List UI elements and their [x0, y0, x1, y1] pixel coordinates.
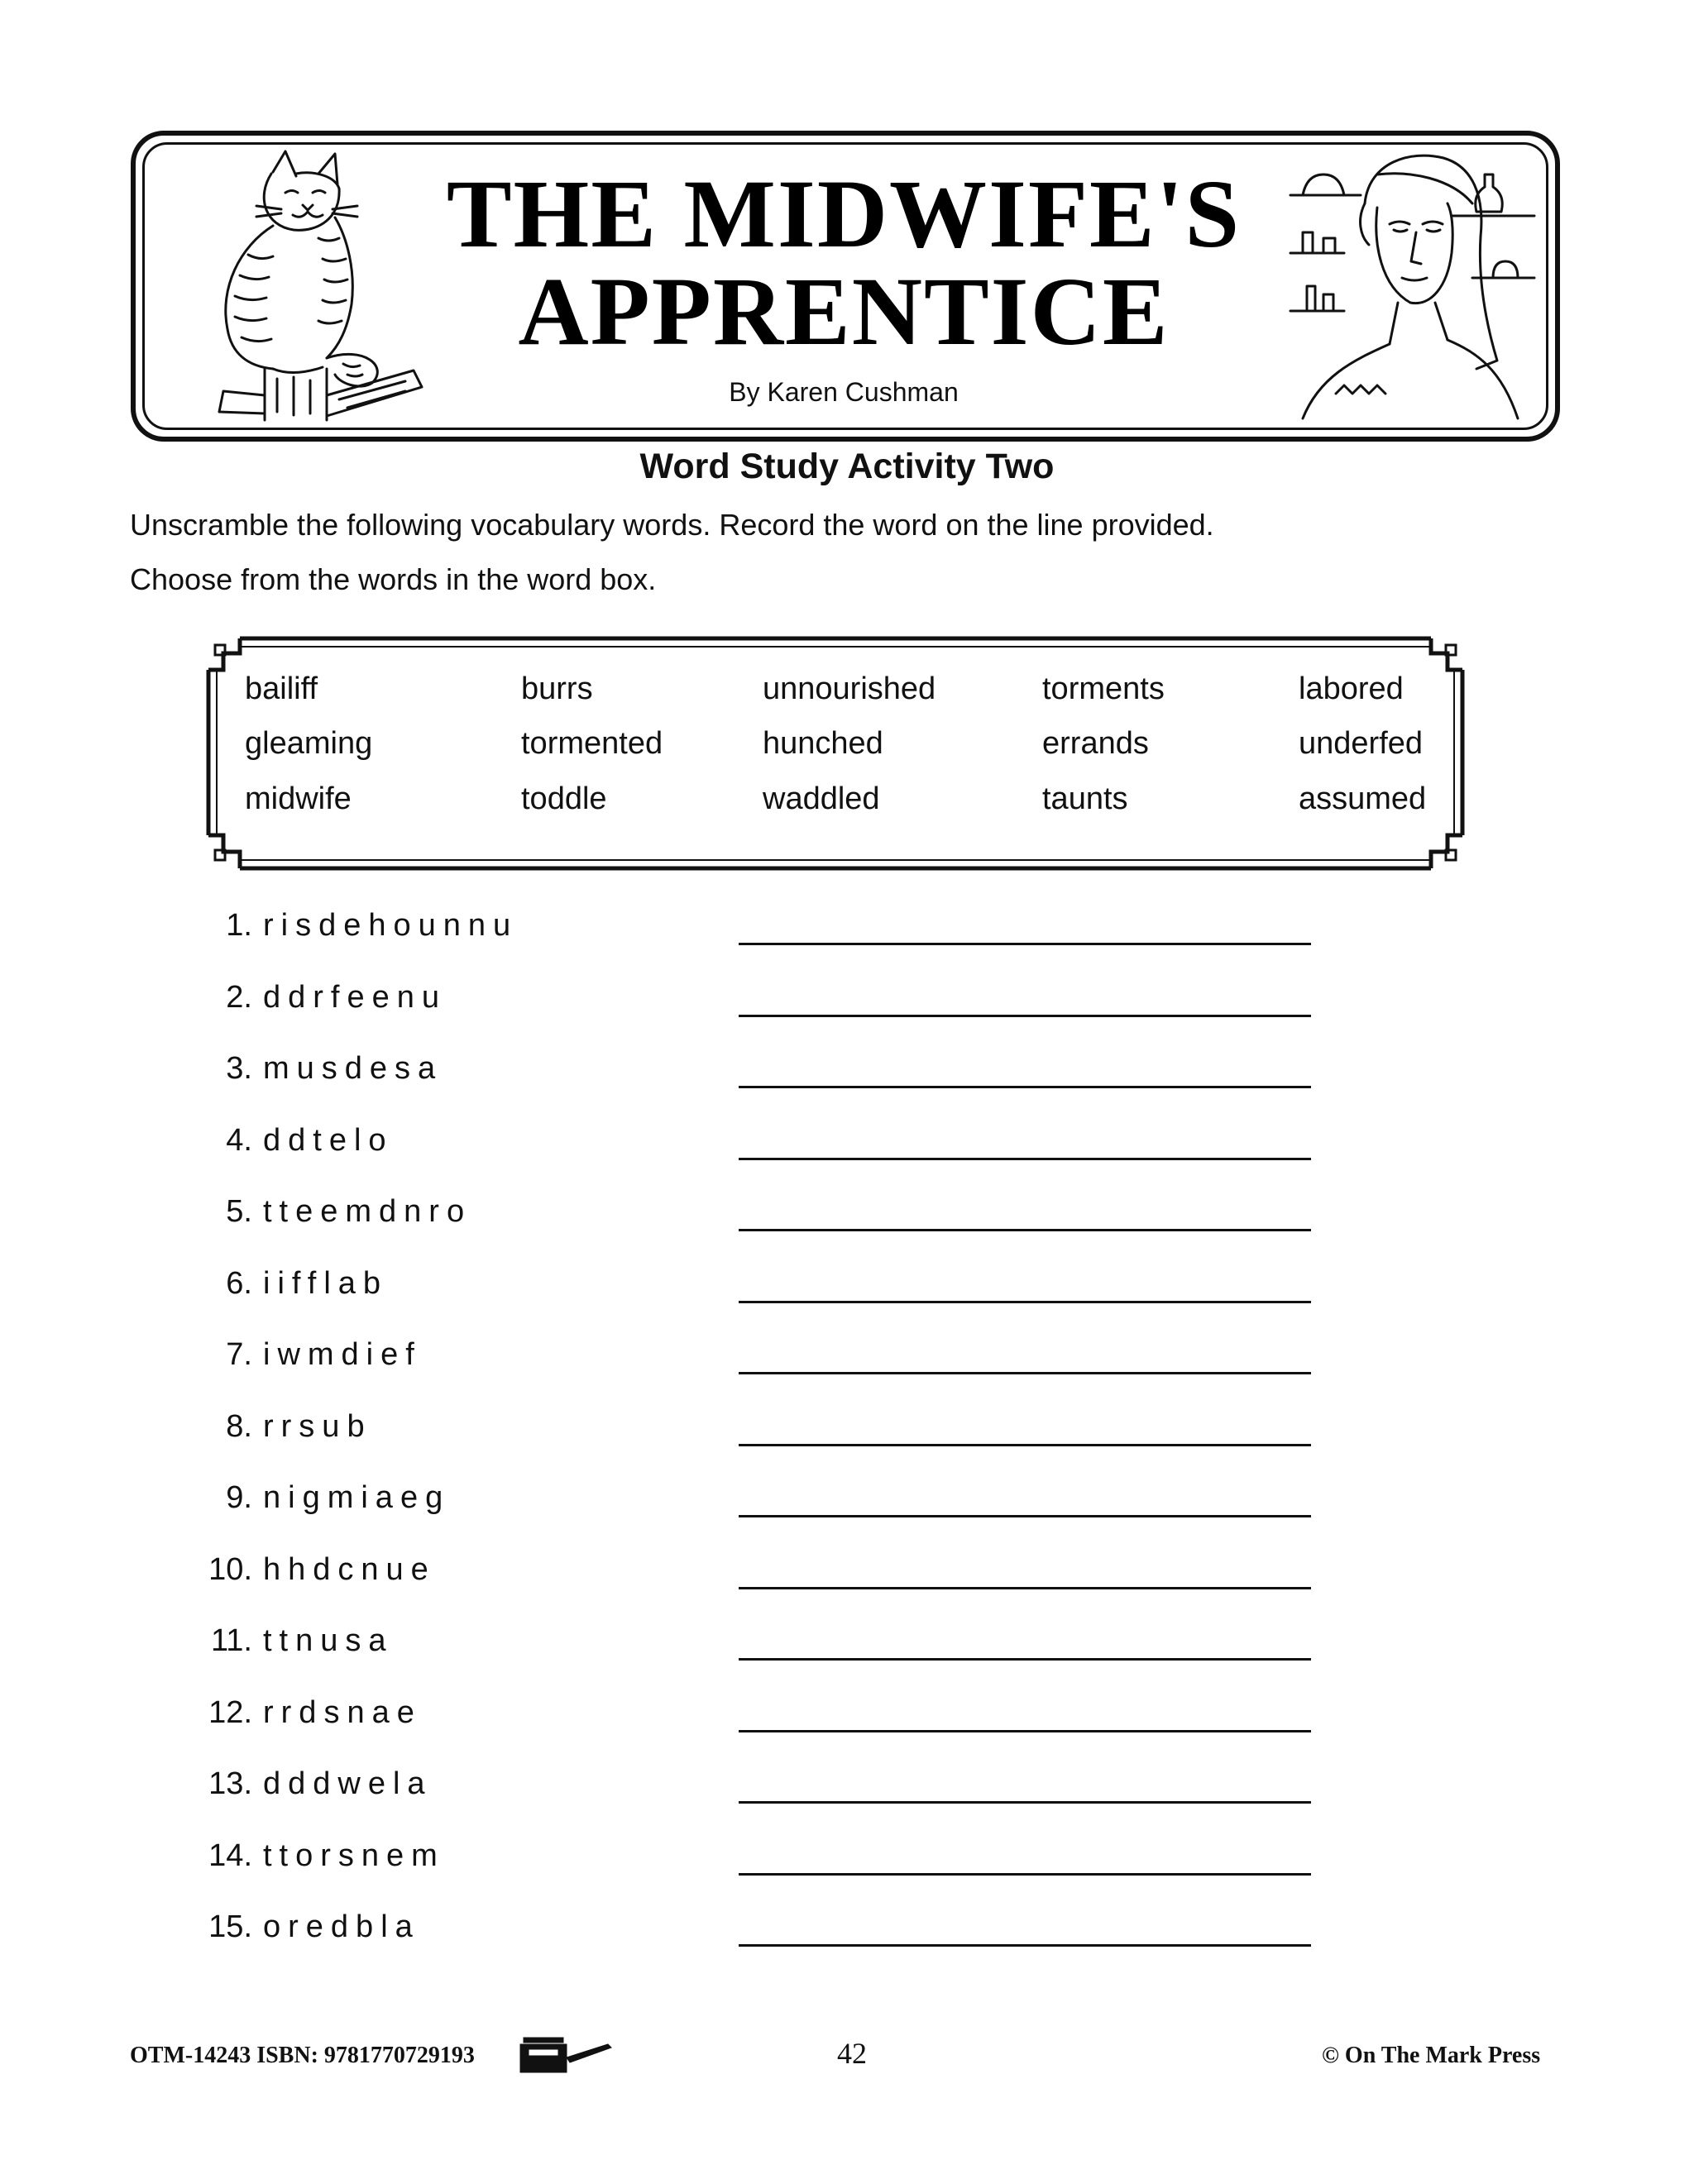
author-byline: By Karen Cushman: [729, 377, 959, 407]
question-number: 7.: [226, 1337, 252, 1372]
question-number: 10.: [208, 1552, 252, 1587]
answer-line[interactable]: [739, 1015, 1311, 1017]
question-number: 1.: [226, 908, 252, 943]
answer-line[interactable]: [739, 1730, 1311, 1732]
instruction-line-1: Unscramble the following vocabulary words. Record the word on the line provided.: [130, 508, 1214, 542]
instruction-line-2: Choose from the words in the word box.: [130, 562, 657, 596]
answer-line[interactable]: [739, 1158, 1311, 1160]
book-title-line2: [347, 257, 1340, 366]
answer-line[interactable]: [739, 1873, 1311, 1876]
question-number: 2.: [226, 980, 252, 1015]
answer-line[interactable]: [739, 1444, 1311, 1446]
question-number: 6.: [226, 1266, 252, 1301]
scrambled-word: ddrfeenu: [263, 980, 447, 1015]
scrambled-word: dddwela: [263, 1766, 433, 1801]
word-box-item: toddle: [521, 781, 607, 816]
answer-line[interactable]: [739, 943, 1311, 945]
word-box-item: assumed: [1299, 781, 1427, 816]
scrambled-word: ddtelo: [263, 1123, 394, 1158]
question-number: 13.: [208, 1766, 252, 1801]
title-text: THE MIDWIFE'S: [446, 160, 1242, 268]
answer-line[interactable]: [739, 1372, 1311, 1374]
scrambled-word: musdesa: [263, 1051, 443, 1086]
footer-code: OTM-14243 ISBN: 9781770729193: [130, 2043, 475, 2068]
answer-line[interactable]: [739, 1515, 1311, 1517]
question-number: 14.: [208, 1838, 252, 1873]
word-box-item: hunched: [763, 726, 883, 761]
question-number: 5.: [226, 1194, 252, 1229]
word-box-item: taunts: [1042, 781, 1128, 816]
question-number: 11.: [210, 1623, 252, 1658]
question-number: 12.: [208, 1695, 252, 1730]
word-box-item: gleaming: [245, 726, 373, 761]
answer-line[interactable]: [739, 1229, 1311, 1231]
question-number: 8.: [226, 1409, 252, 1444]
scrambled-word: rrsub: [263, 1409, 372, 1444]
answer-line[interactable]: [739, 1301, 1311, 1303]
scrambled-word: oredbla: [263, 1909, 420, 1944]
word-box-item: waddled: [763, 781, 880, 816]
scrambled-word: hhdcnue: [263, 1552, 436, 1587]
scrambled-word: iwmdief: [263, 1337, 422, 1372]
scrambled-word: nigmiaeg: [263, 1480, 451, 1515]
question-number: 4.: [226, 1123, 252, 1158]
word-box-item: errands: [1042, 726, 1149, 761]
answer-line[interactable]: [739, 1587, 1311, 1589]
question-number: 3.: [226, 1051, 252, 1086]
question-number: 15.: [208, 1909, 252, 1944]
word-box-item: bailiff: [245, 671, 318, 706]
question-number: 9.: [226, 1480, 252, 1515]
activity-heading: Word Study Activity Two: [639, 447, 1055, 486]
publisher-credit: © On The Mark Press: [1322, 2043, 1541, 2068]
word-box-item: torments: [1042, 671, 1165, 706]
answer-line[interactable]: [739, 1801, 1311, 1804]
book-title-line1: [347, 160, 1340, 268]
photocopier-icon: [517, 2033, 616, 2076]
word-box-item: burrs: [521, 671, 593, 706]
word-box-item: unnourished: [763, 671, 936, 706]
scrambled-word: ttorsnem: [263, 1838, 445, 1873]
answer-line[interactable]: [739, 1658, 1311, 1661]
title-text: APPRENTICE: [518, 257, 1170, 366]
scrambled-word: rrdsnae: [263, 1695, 422, 1730]
answer-line[interactable]: [739, 1086, 1311, 1088]
word-box-item: underfed: [1299, 726, 1424, 761]
scrambled-word: tteemdnro: [263, 1194, 472, 1229]
answer-line[interactable]: [739, 1944, 1311, 1947]
scrambled-word: ttnusa: [263, 1623, 394, 1658]
page-number: 42: [837, 2037, 867, 2070]
word-box-item: midwife: [245, 781, 352, 816]
scrambled-word: iifflab: [263, 1266, 389, 1301]
word-box-item: labored: [1299, 671, 1404, 706]
word-box-item: tormented: [521, 726, 663, 761]
scrambled-word: risdehounnu: [263, 908, 519, 943]
word-box: [199, 628, 1472, 877]
